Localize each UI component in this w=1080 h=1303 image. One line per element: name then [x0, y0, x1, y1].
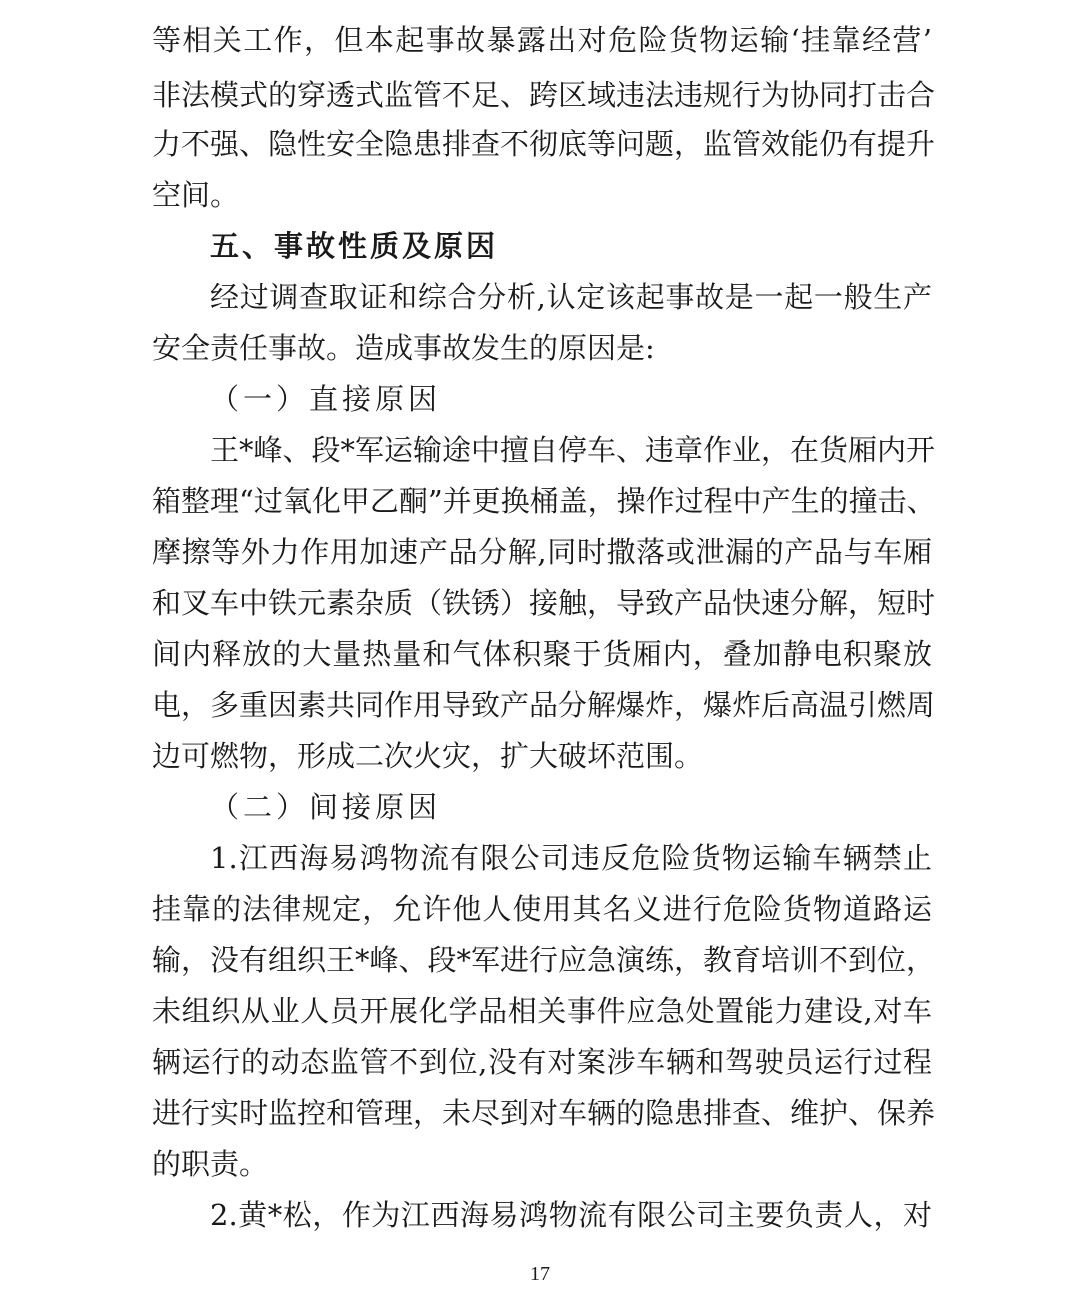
- body-text-line: 箱整理“过氧化甲乙酮”并更换桶盖，操作过程中产生的撞击、: [152, 484, 936, 518]
- body-text-line: 空间。: [152, 178, 240, 212]
- body-text-line: 摩擦等外力作用加速产品分解,同时撒落或泄漏的产品与车厢: [152, 535, 932, 569]
- body-text-line: 力不强、隐性安全隐患排查不彻底等问题，监管效能仍有提升: [152, 127, 936, 161]
- body-text-line: 1.江西海易鸿物流有限公司违反危险货物运输车辆禁止: [210, 841, 932, 875]
- body-text-line: 的职责。: [152, 1147, 269, 1181]
- body-text-line: 输，没有组织王*峰、段*军进行应急演练，教育培训不到位，: [152, 943, 936, 977]
- body-text-line: 电，多重因素共同作用导致产品分解爆炸，爆炸后高温引燃周: [152, 688, 936, 722]
- body-text-line: 安全责任事故。造成事故发生的原因是:: [152, 331, 655, 365]
- body-text-line: 辆运行的动态监管不到位,没有对案涉车辆和驾驶员运行过程: [152, 1045, 932, 1079]
- subsection-heading: （二）间接原因: [210, 790, 442, 824]
- body-text-line: 2.黄*松，作为江西海易鸿物流有限公司主要负责人，对: [210, 1198, 932, 1232]
- body-text-line: 间内释放的大量热量和气体积聚于货厢内，叠加静电积聚放: [152, 637, 932, 671]
- body-text-line: 未组织从业人员开展化学品相关事件应急处置能力建设,对车: [152, 994, 932, 1028]
- body-text-line: 边可燃物，形成二次火灾，扩大破坏范围。: [152, 739, 704, 773]
- body-text-line: 王*峰、段*军运输途中擅自停车、违章作业，在货厢内开: [210, 433, 936, 467]
- section-heading: 五、事故性质及原因: [210, 229, 499, 263]
- body-text-line: 等相关工作，但本起事故暴露出对危险货物运输‘挂靠经营’: [152, 23, 932, 57]
- body-text-line: 和叉车中铁元素杂质（铁锈）接触，导致产品快速分解，短时: [152, 586, 936, 620]
- page-number: 17: [530, 1263, 550, 1285]
- body-text-line: 挂靠的法律规定，允许他人使用其名义进行危险货物道路运: [152, 892, 932, 926]
- body-text-line: 非法模式的穿透式监管不足、跨区域违法违规行为协同打击合: [152, 78, 936, 112]
- body-text-line: 进行实时监控和管理，未尽到对车辆的隐患排查、维护、保养: [152, 1096, 936, 1130]
- subsection-heading: （一）直接原因: [210, 382, 442, 416]
- body-text-line: 经过调查取证和综合分析,认定该起事故是一起一般生产: [210, 280, 932, 314]
